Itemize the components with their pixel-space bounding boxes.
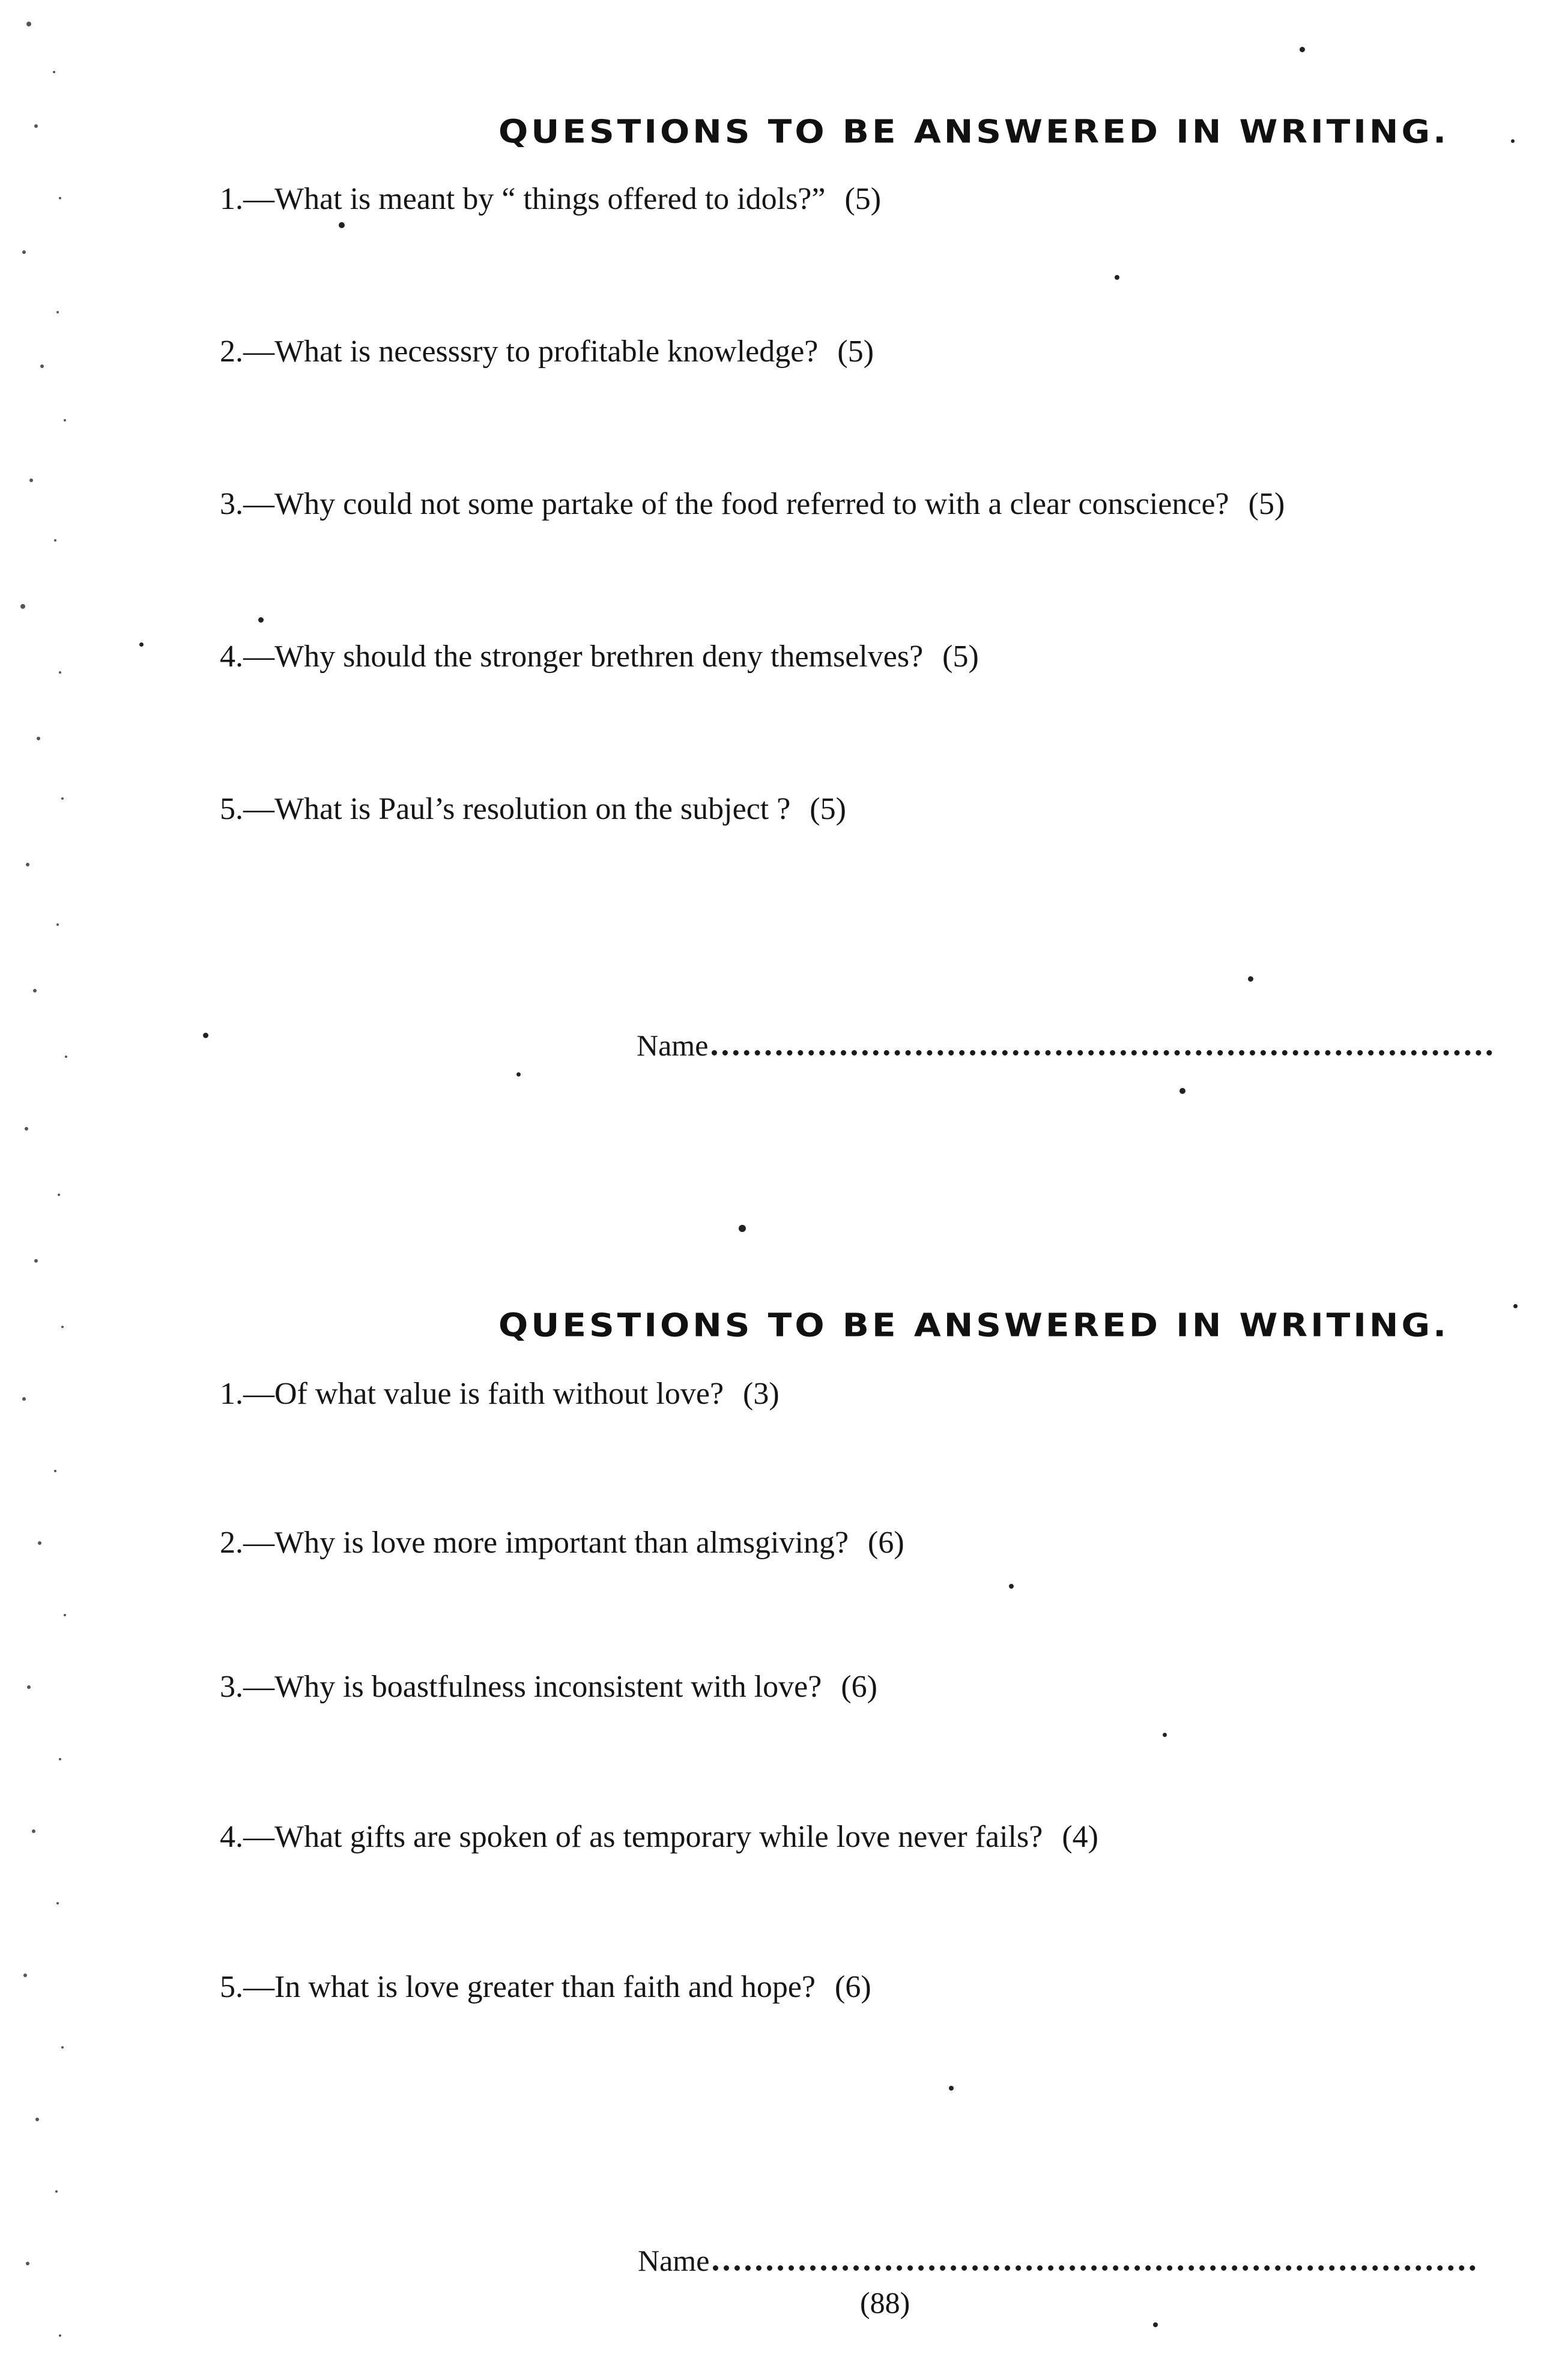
page-number: (88) <box>860 2286 910 2319</box>
question-text: In what is love greater than faith and hope? <box>274 1970 816 2004</box>
question-marks: (5) <box>844 182 882 216</box>
question-dash: — <box>243 639 274 674</box>
section-2-name-line <box>638 2243 1476 2278</box>
question-marks: (6) <box>868 1526 904 1560</box>
scan-speck <box>739 1225 746 1232</box>
question-dash: — <box>243 1526 274 1560</box>
question-number: 5. <box>220 1970 243 2004</box>
name-label: Name <box>637 1028 709 1062</box>
scan-speck <box>1248 976 1253 982</box>
question-text: What gifts are spoken of as temporary while love never fails? <box>274 1820 1043 1854</box>
scan-speck <box>1163 1733 1167 1737</box>
name-dotted-line <box>713 2265 1476 2271</box>
section-2-question-1 <box>220 1376 780 1412</box>
question-text: Why could not some partake of the food referred to with a clear conscience? <box>274 487 1229 521</box>
section-2-question-5 <box>220 1969 871 2005</box>
section-1-question-4 <box>220 639 979 674</box>
question-marks: (6) <box>835 1970 871 2004</box>
question-text: What is meant by “ things offered to idols?” <box>274 182 826 216</box>
question-dash: — <box>243 1377 274 1411</box>
margin-scan-noise <box>0 0 102 2380</box>
question-number: 4. <box>220 639 243 674</box>
question-marks: (3) <box>743 1377 780 1411</box>
question-number: 1. <box>220 182 243 216</box>
name-dotted-line <box>712 1050 1492 1056</box>
scan-speck <box>949 2086 954 2091</box>
question-number: 2. <box>220 1526 243 1560</box>
scan-speck <box>258 617 264 623</box>
section-1-question-5 <box>220 791 846 827</box>
question-marks: (5) <box>1248 487 1285 521</box>
section-2-question-3 <box>220 1669 877 1705</box>
scan-speck <box>1009 1584 1014 1589</box>
section-1-heading: QUESTIONS TO BE ANSWERED IN WRITING. <box>498 113 1450 151</box>
question-number: 3. <box>220 487 243 521</box>
scan-speck <box>1511 139 1515 143</box>
question-dash: — <box>243 792 274 826</box>
question-dash: — <box>243 1820 274 1854</box>
question-text: What is Paul’s resolution on the subject ? <box>274 792 791 826</box>
scan-speck <box>203 1033 208 1038</box>
question-dash: — <box>243 182 274 216</box>
scan-speck <box>1179 1088 1185 1094</box>
question-marks: (5) <box>837 334 874 369</box>
question-number: 1. <box>220 1377 243 1411</box>
question-number: 2. <box>220 334 243 369</box>
section-2-question-4 <box>220 1819 1098 1855</box>
scan-speck <box>516 1072 521 1077</box>
section-1-question-1 <box>220 181 881 217</box>
scan-speck <box>1513 1304 1518 1308</box>
question-dash: — <box>243 334 274 369</box>
section-2-heading: QUESTIONS TO BE ANSWERED IN WRITING. <box>498 1306 1450 1344</box>
section-2-question-2 <box>220 1525 904 1560</box>
section-1-name-line <box>637 1028 1492 1063</box>
question-marks: (4) <box>1062 1820 1098 1854</box>
question-text: Of what value is faith without love? <box>274 1377 724 1411</box>
question-number: 5. <box>220 792 243 826</box>
scan-speck <box>1115 275 1119 280</box>
question-dash: — <box>243 1970 274 2004</box>
scan-speck <box>339 222 345 228</box>
question-number: 3. <box>220 1670 243 1704</box>
question-text: Why is boastfulness inconsistent with love? <box>274 1670 822 1704</box>
question-text: Why is love more important than almsgiving? <box>274 1526 849 1560</box>
question-marks: (6) <box>841 1670 877 1704</box>
question-text: Why should the stronger brethren deny themselves? <box>274 639 924 674</box>
question-marks: (5) <box>810 792 846 826</box>
question-text: What is necesssry to profitable knowledge? <box>274 334 819 369</box>
section-1-question-3 <box>220 486 1285 522</box>
question-dash: — <box>243 487 274 521</box>
question-dash: — <box>243 1670 274 1704</box>
scan-speck <box>1300 47 1305 52</box>
question-number: 4. <box>220 1820 243 1854</box>
name-label: Name <box>638 2244 710 2277</box>
section-1-question-2 <box>220 334 874 369</box>
question-marks: (5) <box>942 639 979 674</box>
scan-speck <box>139 642 144 647</box>
scan-speck <box>1153 2322 1158 2327</box>
